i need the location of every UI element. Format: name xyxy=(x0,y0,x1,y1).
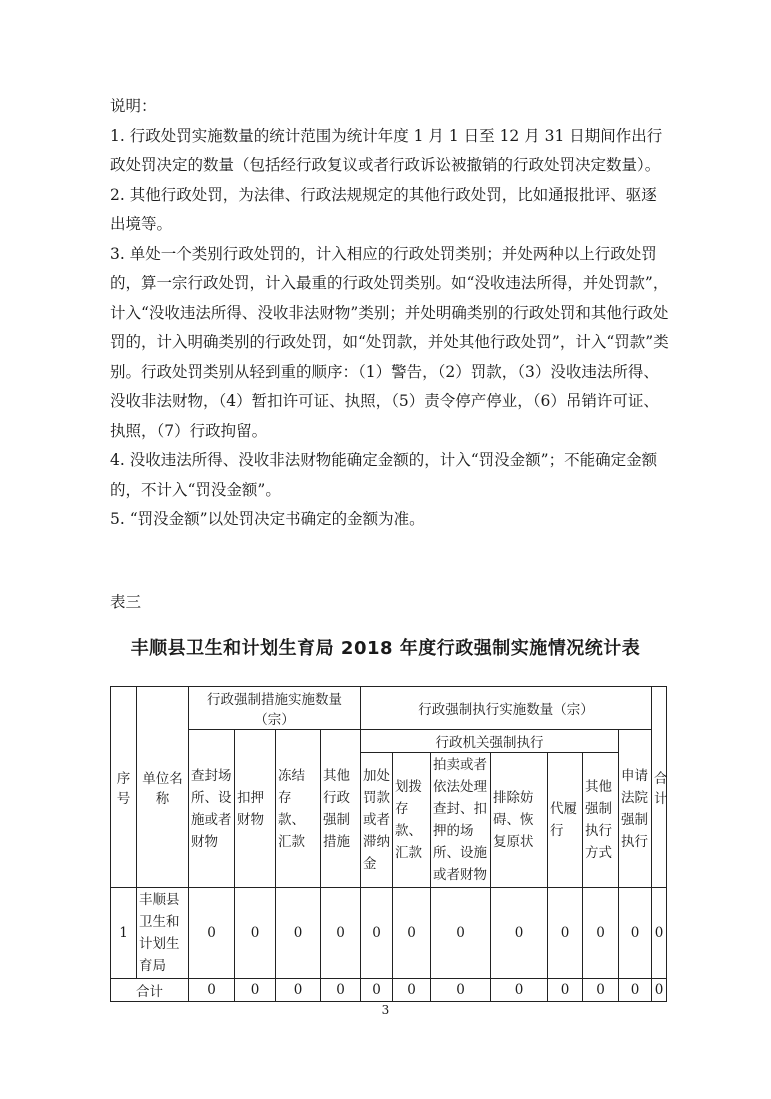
table-label: 表三 xyxy=(110,593,142,611)
note-item-4: 4. 没收违法所得、没收非法财物能确定金额的，计入“罚没金额”；不能确定金额的，不计入“罚没金额”。 xyxy=(110,451,658,499)
header-exec-other: 其他强制执行方式 xyxy=(583,753,619,888)
row-cell: 0 xyxy=(548,888,583,979)
row-cell: 0 xyxy=(321,888,361,979)
notes-section xyxy=(110,92,670,535)
header-exec-auction: 拍卖或者依法处理查封、扣押的场所、设施或者财物 xyxy=(431,753,491,888)
summary-cell: 0 xyxy=(619,979,652,1002)
row-cell: 0 xyxy=(431,888,491,979)
header-total: 合计 xyxy=(652,687,667,888)
row-cell: 0 xyxy=(189,888,235,979)
summary-cell: 0 xyxy=(276,979,321,1002)
summary-row xyxy=(111,979,667,1002)
header-exec-penalty: 加处罚款或者滞纳金 xyxy=(361,753,393,888)
header-exec-remove: 排除妨碍、恢复原状 xyxy=(491,753,548,888)
page-number: 3 xyxy=(381,1003,390,1017)
note-item-5: 5. “罚没金额”以处罚决定书确定的金额为准。 xyxy=(110,510,425,528)
row-seq: 1 xyxy=(111,888,137,979)
summary-cell: 0 xyxy=(321,979,361,1002)
header-seq: 序号 xyxy=(111,687,137,888)
header-agency-exec-group: 行政机关强制执行 xyxy=(361,730,619,753)
summary-cell: 0 xyxy=(583,979,619,1002)
notes-heading: 说明： xyxy=(110,97,157,115)
row-cell: 0 xyxy=(276,888,321,979)
summary-cell: 0 xyxy=(235,979,276,1002)
header-unit: 单位名称 xyxy=(137,687,189,888)
header-measures-group: 行政强制措施实施数量（宗） xyxy=(189,687,361,730)
header-exec-substitute: 代履行 xyxy=(548,753,583,888)
note-item-2: 2. 其他行政处罚，为法律、行政法规规定的其他行政处罚，比如通报批评、驱逐出境等。 xyxy=(110,185,657,233)
row-cell: 0 xyxy=(619,888,652,979)
summary-cell: 0 xyxy=(189,979,235,1002)
row-cell: 0 xyxy=(652,888,667,979)
summary-cell: 0 xyxy=(431,979,491,1002)
header-court-exec: 申请法院强制执行 xyxy=(619,730,652,888)
row-unit: 丰顺县卫生和计划生育局 xyxy=(137,888,189,979)
note-item-1: 1. 行政处罚实施数量的统计范围为统计年度 1 月 1 日至 12 月 31 日期间作出行政处罚决定的数量（包括经行政复议或者行政诉讼被撤销的行政处罚决定数量）。 xyxy=(110,126,663,174)
row-cell: 0 xyxy=(583,888,619,979)
row-cell: 0 xyxy=(393,888,431,979)
table-row xyxy=(111,888,667,979)
header-measure-seize: 扣押财物 xyxy=(235,730,276,888)
summary-cell: 0 xyxy=(548,979,583,1002)
table-title: 丰顺县卫生和计划生育局 2018 年度行政强制实施情况统计表 xyxy=(130,638,641,659)
summary-cell: 0 xyxy=(393,979,431,1002)
enforcement-stats-table xyxy=(110,686,667,1002)
header-measure-seal: 查封场所、设施或者财物 xyxy=(189,730,235,888)
row-cell: 0 xyxy=(235,888,276,979)
summary-cell: 0 xyxy=(491,979,548,1002)
header-exec-transfer: 划拨存款、汇款 xyxy=(393,753,431,888)
note-item-3: 3. 单处一个类别行政处罚的，计入相应的行政处罚类别；并处两种以上行政处罚的，算一宗行政处罚，计入最重的行政处罚类别。如“没收违法所得，并处罚款”，计入“没收违法所得、没收非法财物”类别；并处明确类别的行政处罚和其他行政处罚的，计入明确类别的行政处罚，如“处罚款，并处其他行政处罚”，计入“罚款”类别。行政处罚类别从轻到重的顺序：（1）警告，（2）罚款，（3）没收违法所得、没收非法财物，（4）暂扣许可证、执照，（5）责令停产停业，（6）吊销许可证、执照，（7）行政拘留。 xyxy=(110,244,669,440)
row-cell: 0 xyxy=(491,888,548,979)
header-measure-freeze: 冻结存款、汇款 xyxy=(276,730,321,888)
summary-cell: 0 xyxy=(652,979,667,1002)
summary-label: 合计 xyxy=(111,979,189,1002)
summary-cell: 0 xyxy=(361,979,393,1002)
row-cell: 0 xyxy=(361,888,393,979)
header-execution-group: 行政强制执行实施数量（宗） xyxy=(361,687,652,730)
header-measure-other: 其他行政强制措施 xyxy=(321,730,361,888)
